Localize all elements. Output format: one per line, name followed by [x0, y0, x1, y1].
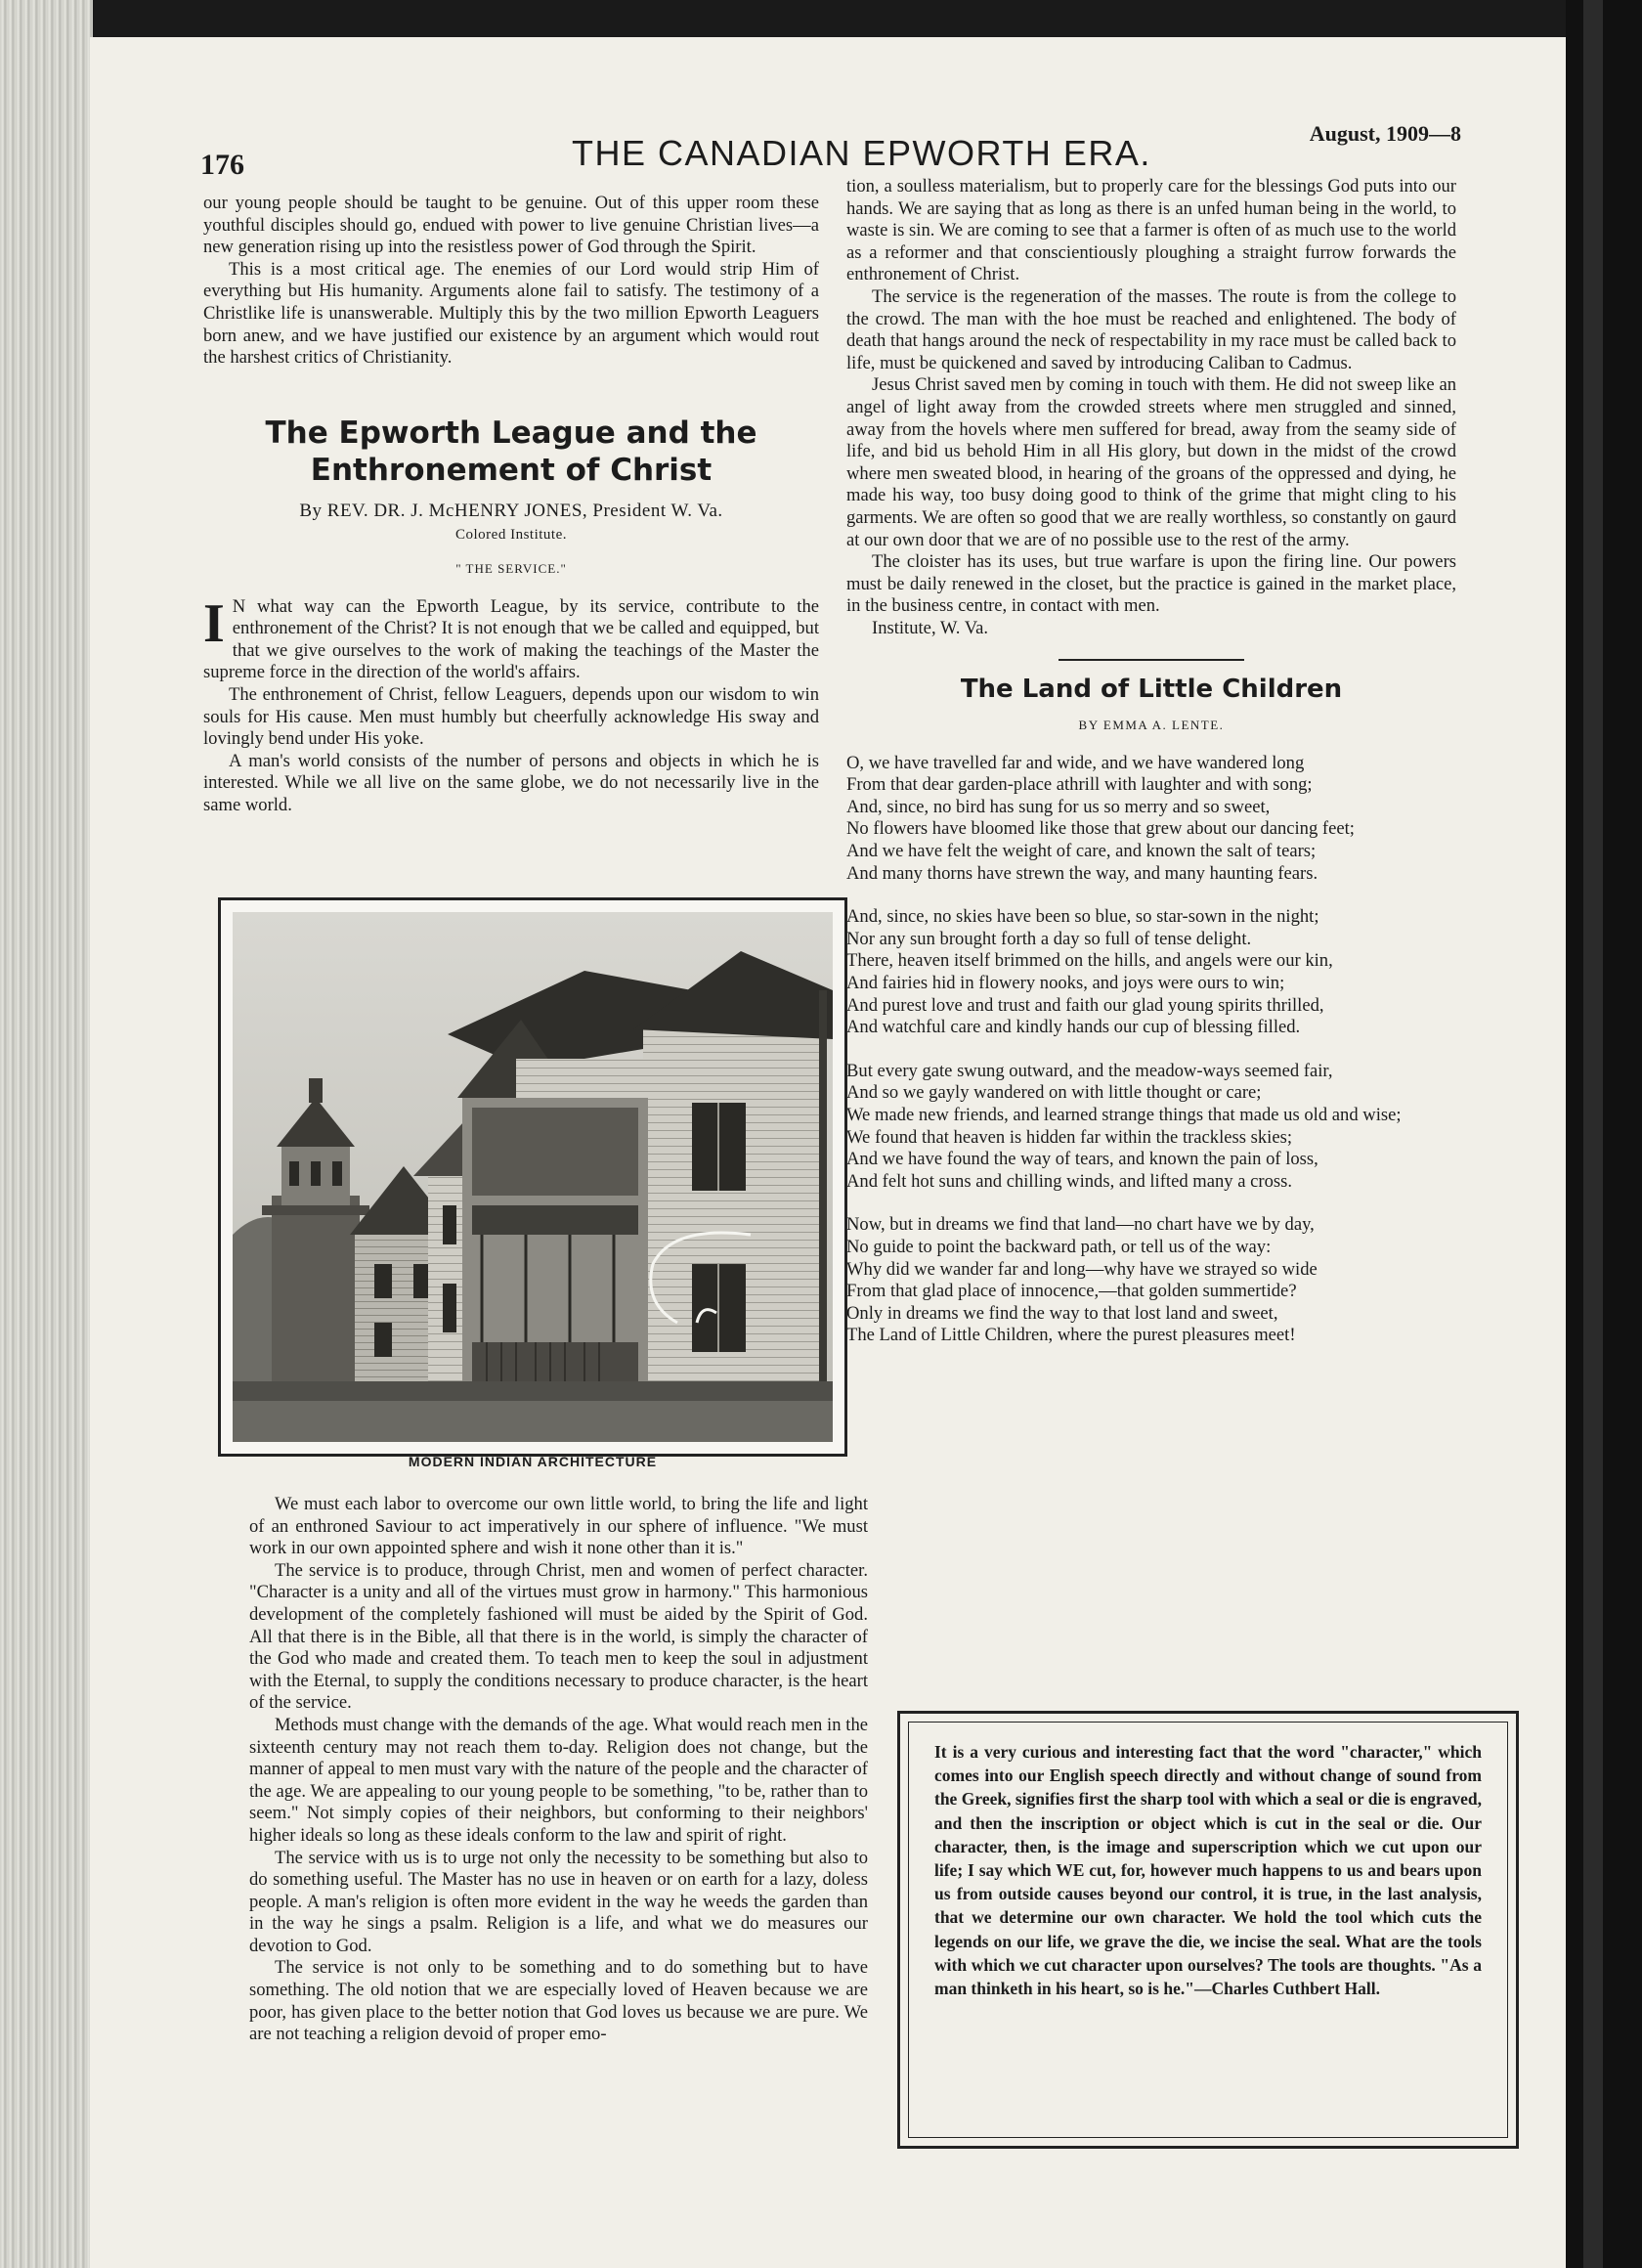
poem-line: And we have found the way of tears, and known the pain of loss,	[846, 1149, 1318, 1170]
scan-background-right	[1566, 0, 1642, 2268]
divider	[1059, 659, 1244, 661]
photo-caption: MODERN INDIAN ARCHITECTURE	[408, 1454, 658, 1469]
paragraph: A man's world consists of the number of persons and objects in which he is interested. While we all live on the same globe, we do not necessarily live in the same world.	[203, 750, 819, 815]
article-title	[203, 414, 819, 489]
page-number: 176	[200, 149, 244, 181]
left-column-top	[203, 193, 819, 816]
paragraph: tion, a soulless materialism, but to properly care for the blessings God puts into our hands. We are saying that as long as there is an unfed human being in the world, to waste is sin. We are coming to see that a farmer is often of as much use to the world as a reformer and that conscientiously ploughing a straight furrow forwards the enthronement of Christ.	[846, 176, 1456, 285]
poem-line: And, since, no bird has sung for us so merry and so sweet,	[846, 796, 1271, 817]
paragraph: The service is to produce, through Christ, men and women of perfect character. "Character is a unity and all of the virtues must grow in harmony." This harmonious development of the completely fashioned will must be aided by the Spirit of God. All that there is in the Bible, all that there is in the world, is simply the character of the God who made and created them. To teach men to keep the soul in adjustment with the Eternal, to supply the conditions necessary to produce character, is the heart of the service.	[249, 1559, 868, 1714]
quote-box	[897, 1711, 1519, 2149]
poem-title: The Land of Little Children	[960, 675, 1343, 705]
paragraph: The service is the regeneration of the masses. The route is from the college to the crowd. The man with the hoe must be reached and enlightened. The body of death that hangs around the neck of respectability in my race must be called back to life, must be quickened and saved by introducing Caliban to Cadmus.	[846, 285, 1456, 373]
poem-line: And so we gayly wandered on with little thought or care;	[846, 1082, 1262, 1104]
poem-stanza-2	[846, 906, 1456, 1039]
architecture-photo	[233, 912, 833, 1442]
poem-line: And we have felt the weight of care, and known the salt of tears;	[846, 841, 1317, 862]
poem-stanza-3	[846, 1061, 1456, 1194]
poem-line: And felt hot suns and chilling winds, and lifted many a cross.	[846, 1170, 1292, 1192]
page-header	[200, 106, 1461, 181]
poem-line: And, since, no skies have been so blue, so star-sown in the night;	[846, 906, 1319, 928]
article-byline-institution: Colored Institute.	[455, 527, 567, 544]
article-title-line2: Enthronement of Christ	[310, 452, 713, 488]
poem-line: And watchful care and kindly hands our cup of blessing filled.	[846, 1017, 1301, 1038]
poem-line: Nor any sun brought forth a day so full of tense delight.	[846, 928, 1252, 949]
poem-stanza-1	[846, 753, 1456, 886]
paragraph: The cloister has its uses, but true warfare is upon the firing line. Our powers must be daily renewed in the closet, but the practice is gained in the market place, in the business centre, in contact with men.	[846, 551, 1456, 617]
architecture-photo-frame	[218, 897, 847, 1457]
paragraph: The enthronement of Christ, fellow Leaguers, depends upon our wisdom to win souls for His cause. Men must humbly but cheerfully acknowledge His sway and lovingly bend under His yoke.	[203, 683, 819, 750]
poem-line: And purest love and trust and faith our glad young spirits thrilled,	[846, 994, 1324, 1016]
article-byline: By REV. DR. J. McHENRY JONES, President W. Va.	[299, 500, 723, 521]
paragraph: Methods must change with the demands of the age. What would reach men in the sixteenth century may not reach them to-day. Religion does not change, but the manner of appeal to men must vary with the nature of the people and the character of the age. We are appealing to our young people to be something, "to be, rather than to seem." Not simply copies of their neighbors, but conforming to their neighbors' higher ideals so long as these ideals conform to the law and spirit of right.	[249, 1714, 868, 1846]
poem-line: From that glad place of innocence,—that golden summertide?	[846, 1281, 1297, 1302]
masthead: THE CANADIAN EPWORTH ERA.	[572, 133, 1151, 173]
paragraph: Jesus Christ saved men by coming in touch with them. He did not sweep like an angel of light away from the crowded streets where men struggled and sinned, away from the hovels where men suffered for bread, away from the seamy side of life, and bid us behold Him in all His glory, but down in the midst of the crowd where men sweated blood, in hearing of the groans of the oppressed and dying, he made his way, too busy doing good to think of the grime that might cling to his garments. We are often so good that we are really worthless, so constantly on gaurd at our own door that we are of no possible use to the rest of the army.	[846, 374, 1456, 550]
issue-date: August, 1909—8	[1309, 121, 1461, 146]
poem-line: We made new friends, and learned strange things that made us old and wise;	[846, 1104, 1402, 1125]
poem-line: Now, but in dreams we find that land—no chart have we by day,	[846, 1214, 1315, 1236]
paragraph: our young people should be taught to be genuine. Out of this upper room these youthful disciples should go, endued with power to live genuine Christian lives—a new generation rising up into the resistless power of God through the Spirit.	[203, 193, 819, 258]
book-page-edges	[0, 0, 93, 2268]
quote-text: It is a very curious and interesting fact that the word "character," which comes into our English speech directly and without change of sound from the Greek, signifies first the sharp tool with which a seal or die is engraved, and then the inscription or object which is cut in the seal or die. Our character, then, is the image and superscription which we cut upon our life; I say which WE cut, for, however much happens to us and bears upon us from outside causes beyond our control, it is true, in the last analysis, that we determine our own character. We hold the tool which cuts the legends on our life, we grave the die, we incise the seal. What are the tools with which we cut character upon ourselves? The tools are thoughts. "As a man thinketh in his heart, so is he."—Charles Cuthbert Hall.	[908, 1722, 1508, 2138]
poem-line: Only in dreams we find the way to that lost land and sweet,	[846, 1302, 1278, 1324]
paragraph: The service with us is to urge not only the necessity to be something but also to do something useful. The Master has no use in heaven or on earth for a lazy, doless people. A man's religion is often more evident in the way he weeds the garden than in the way he sings a psalm. Religion is a life, and what we do measures our devotion to God.	[249, 1847, 868, 1956]
article-signoff: Institute, W. Va.	[872, 617, 988, 638]
paragraph: The service is not only to be something and to do something but to have something. The old notion that we are especially loved of Heaven because we are poor, has given place to the better notion that God loves us because we are pure. We are not teaching a religion devoid of proper emo-	[249, 1957, 868, 2045]
poem-line: No flowers have bloomed like those that grew about our dancing feet;	[846, 818, 1355, 840]
paragraph: We must each labor to overcome our own little world, to bring the life and light of an enthroned Saviour to act imperatively in our sphere of influence. "We must work in our own appointed sphere and wish it none other than it is."	[249, 1494, 868, 1559]
poem-line: O, we have travelled far and wide, and we have wandered long	[846, 752, 1305, 773]
article-title-line1: The Epworth League and the	[265, 414, 757, 451]
poem-line: There, heaven itself brimmed on the hills, and angels were our kin,	[846, 950, 1333, 972]
poem-byline: BY EMMA A. LENTE.	[1078, 718, 1225, 733]
section-label: " THE SERVICE."	[455, 560, 567, 576]
left-column-bottom	[249, 1494, 868, 2046]
lead-paragraph	[203, 592, 819, 684]
poem-line: And fairies hid in flowery nooks, and joys were ours to win;	[846, 973, 1285, 993]
lead-paragraph-text: N what way can the Epworth League, by its service, contribute to the enthronement of the Christ? It is not enough that we be called and equipped, but that we give ourselves to the work of making the teachings of the Master the supreme force in the direction of the world's affairs.	[203, 595, 819, 683]
poem-line: We found that heaven is hidden far within the trackless skies;	[846, 1126, 1292, 1148]
right-column	[846, 176, 1456, 1369]
poem-line: No guide to point the backward path, or tell us of the way:	[846, 1236, 1272, 1257]
poem-line: And many thorns have strewn the way, and many haunting fears.	[846, 862, 1318, 884]
paragraph: This is a most critical age. The enemies of our Lord would strip Him of everything but His humanity. Arguments alone fail to satisfy. The testimony of a Christlike life is unanswerable. Multiply this by the two million Epworth Leaguers born anew, and we have justified our existence by an argument which would rout the harshest critics of Christianity.	[203, 258, 819, 369]
poem-line: But every gate swung outward, and the meadow-ways seemed fair,	[846, 1060, 1333, 1081]
scan-shadow	[1583, 0, 1603, 2268]
poem-line: From that dear garden-place athrill with laughter and with song;	[846, 774, 1313, 796]
poem-stanza-4	[846, 1214, 1456, 1347]
drop-cap: I	[203, 592, 225, 654]
poem-line: Why did we wander far and long—why have we strayed so wide	[846, 1258, 1318, 1280]
poem-line: The Land of Little Children, where the purest pleasures meet!	[846, 1325, 1296, 1346]
house-illustration	[233, 912, 833, 1442]
